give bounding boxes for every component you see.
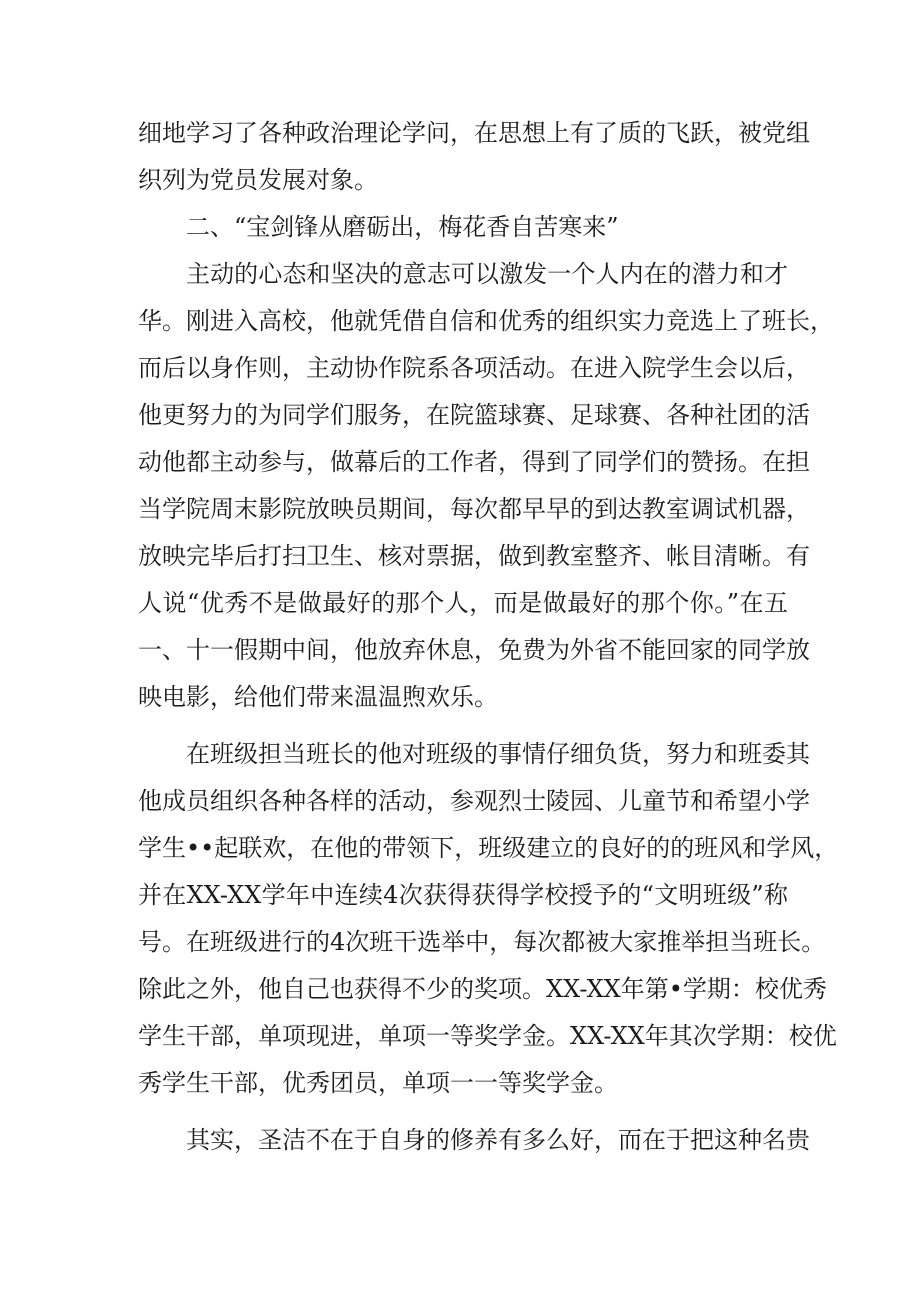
text-line: 人说“优秀不是做最好的那个人，而是做最好的那个你。”在五 [138, 589, 788, 617]
paragraph-gap [138, 721, 788, 731]
text-line: 织列为党员发展对象。 [138, 166, 378, 194]
text-line: 当学院周末影院放映员期间，每次都早早的到达教室调试机器， [138, 495, 810, 523]
text-line: 一、十一假期中间，他放弃休息，免费为外省不能回家的同学放 [138, 636, 810, 664]
document-body [138, 110, 839, 1164]
paragraph [138, 1117, 810, 1164]
text-line: 学生••起联欢，在他的带领下，班级建立的良好的的班风和学风， [138, 834, 839, 862]
paragraph [138, 110, 810, 204]
text-line: 除此之外，他自己也获得不少的奖项。XX-XX年第•学期：校优秀 [138, 975, 827, 1003]
text-line: 华。刚进入高校，他就凭借自信和优秀的组织实力竞选上了班长， [138, 307, 834, 335]
text-line: 号。在班级进行的4次班干选举中，每次都被大家推举担当班长。 [138, 928, 826, 956]
section-heading [138, 204, 788, 251]
paragraph [138, 251, 834, 721]
text-line: 细地学习了各种政治理论学问，在思想上有了质的飞跃，被党组 [138, 119, 810, 147]
text-line: 而后以身作则，主动协作院系各项活动。在进入院学生会以后， [138, 354, 810, 382]
text-line: 动他都主动参与，做幕后的工作者，得到了同学们的赞扬。在担 [138, 448, 810, 476]
text-line: 学生干部，单项现进，单项一等奖学金。XX-XX年其次学期：校优 [138, 1022, 837, 1050]
text-line: 主动的心态和坚决的意志可以激发一个人内在的潜力和才 [186, 260, 788, 288]
text-line: 放映完毕后打扫卫生、核对票据，做到教室整齐、帐目清晰。有 [138, 542, 810, 570]
text-line: 在班级担当班长的他对班级的事情仔细负货，努力和班委其 [186, 740, 810, 768]
text-line: 映电影，给他们带来温温煦欢乐。 [138, 683, 498, 711]
heading-text: 二、“宝剑锋从磨砺出，梅花香自苦寒来” [186, 213, 619, 241]
text-line: 秀学生干部，优秀团员，单项一一等奖学金。 [138, 1069, 618, 1097]
text-line: 他成员组织各种各样的活动，参观烈士陵园、儿童节和希望小学 [138, 787, 810, 815]
text-line: 并在XX-XX学年中连续4次获得获得学校授予的“文明班级”称 [138, 881, 788, 909]
paragraph-gap [138, 1107, 788, 1117]
text-line: 其实，圣洁不在于自身的修养有多么好，而在于把这种名贵 [186, 1126, 810, 1154]
text-line: 他更努力的为同学们服务，在院篮球赛、足球赛、各种社团的活 [138, 401, 810, 429]
paragraph [138, 731, 839, 1107]
